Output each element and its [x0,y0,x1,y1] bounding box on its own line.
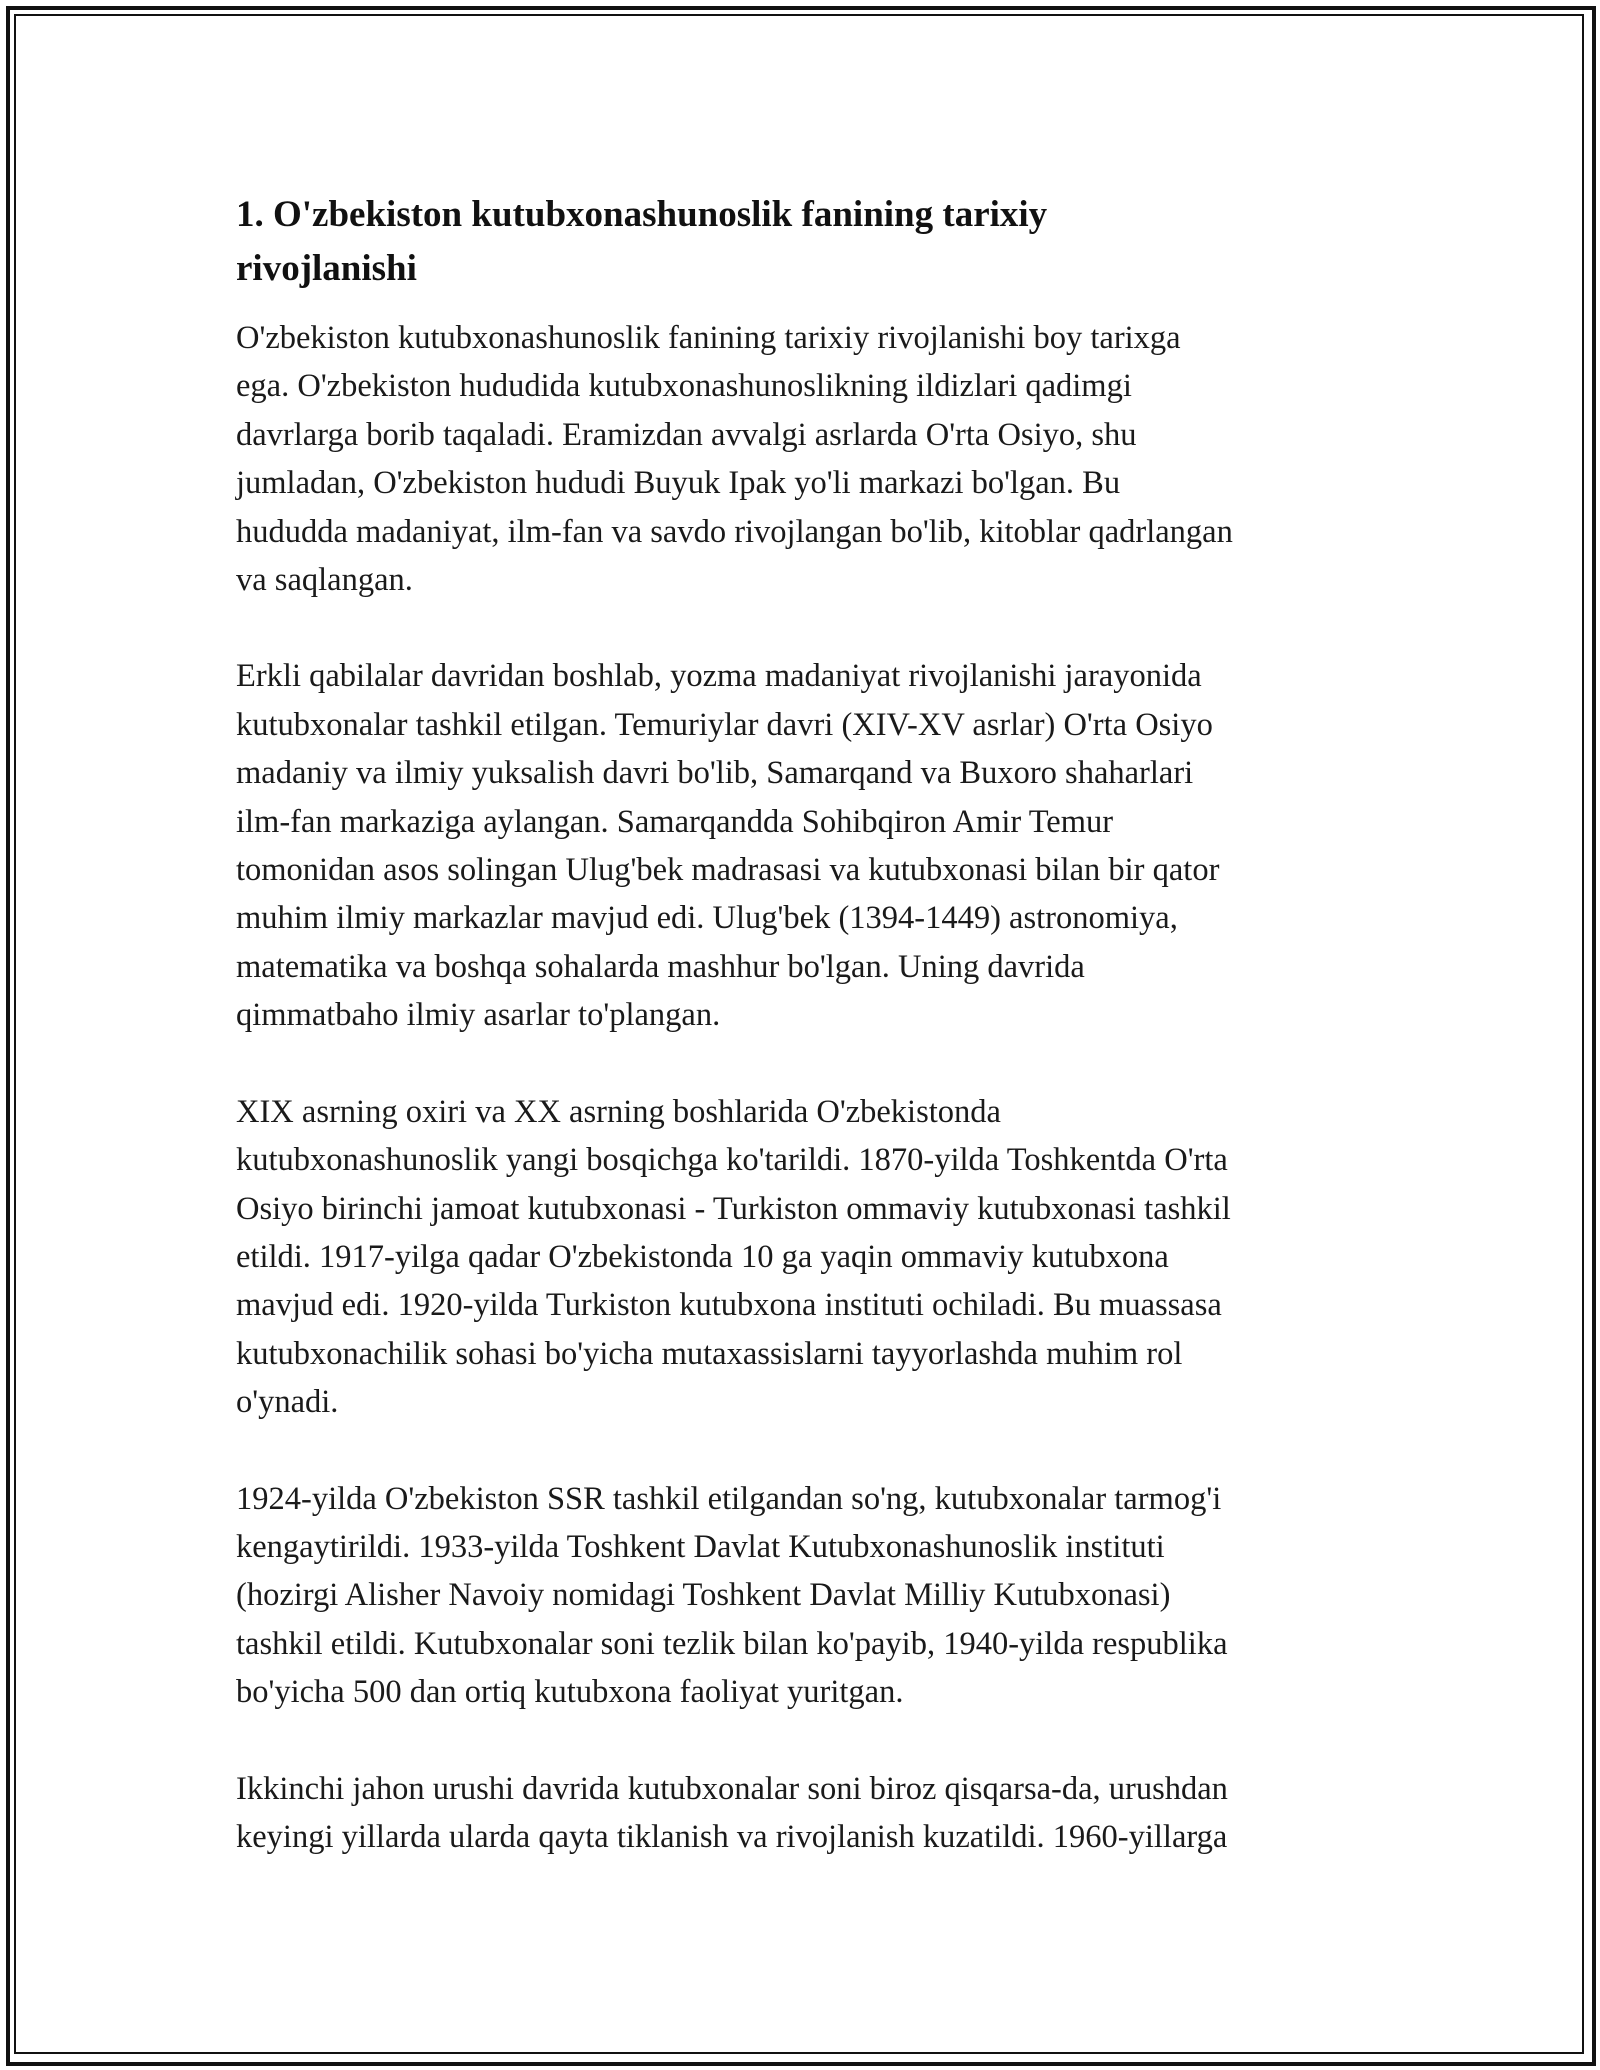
text-line: hududda madaniyat, ilm-fan va savdo rivojlangan bo'lib, kitoblar qadrlangan [236,513,1233,550]
text-line: madaniy va ilmiy yuksalish davri bo'lib, Samarqand va Buxoro shaharlari [236,755,1194,792]
page-title [236,188,1366,296]
text-line: ega. O'zbekiston hududida kutubxonashunoslikning ildizlari qadimgi [236,368,1132,405]
text-line: ilm-fan markaziga aylangan. Samarqandda Sohibqiron Amir Temur [236,803,1114,840]
text-line: bo'yicha 500 dan ortiq kutubxona faoliyat yuritgan. [236,1674,904,1711]
paragraph-2 [236,652,1366,1039]
text-line: O'zbekiston kutubxonashunoslik fanining tarixiy rivojlanishi boy tarixga [236,320,1181,356]
paragraph-3 [236,1088,1366,1427]
title-line: 1. O'zbekiston kutubxonashunoslik fanining tarixiy [236,194,1048,235]
text-line: jumladan, O'zbekiston hududi Buyuk Ipak yo'li markazi bo'lgan. Bu [236,465,1121,502]
text-line: kutubxonalar tashkil etilgan. Temuriylar davri (XIV-XV asrlar) O'rta Osiyo [236,706,1213,743]
title-line: rivojlanishi [236,248,417,289]
text-line: (hozirgi Alisher Navoiy nomidagi Toshkent Davlat Milliy Kutubxonasi) [236,1577,1171,1614]
text-line: davrlarga borib taqaladi. Eramizdan avvalgi asrlarda O'rta Osiyo, shu [236,416,1137,453]
text-line: muhim ilmiy markazlar mavjud edi. Ulug'bek (1394-1449) astronomiya, [236,900,1178,937]
paragraph-4 [236,1475,1366,1717]
text-line: qimmatbaho ilmiy asarlar to'plangan. [236,997,721,1034]
text-line: Ikkinchi jahon urushi davrida kutubxonalar soni biroz qisqarsa-da, urushdan [236,1770,1228,1807]
text-line: Erkli qabilalar davridan boshlab, yozma madaniyat rivojlanishi jarayonida [236,658,1202,695]
text-line: kengaytirildi. 1933-yilda Toshkent Davlat Kutubxonashunoslik instituti [236,1528,1165,1565]
text-line: kutubxonachilik sohasi bo'yicha mutaxassislarni tayyorlashda muhim rol [236,1335,1183,1372]
document-body [236,188,1366,1909]
text-line: etildi. 1917-yilga qadar O'zbekistonda 10 ga yaqin ommaviy kutubxona [236,1238,1169,1275]
text-line: tomonidan asos solingan Ulug'bek madrasasi va kutubxonasi bilan bir qator [236,852,1220,889]
text-line: matematika va boshqa sohalarda mashhur bo'lgan. Uning davrida [236,948,1085,985]
text-line: Osiyo birinchi jamoat kutubxonasi - Turkiston ommaviy kutubxonasi tashkil [236,1190,1231,1227]
text-line: keyingi yillarda ularda qayta tiklanish va rivojlanish kuzatildi. 1960-yillarga [236,1818,1228,1855]
paragraph-1 [236,314,1366,604]
text-line: tashkil etildi. Kutubxonalar soni tezlik bilan ko'payib, 1940-yilda respublika [236,1625,1228,1662]
text-line: va saqlangan. [236,562,413,599]
paragraph-5 [236,1765,1366,1862]
text-line: o'ynadi. [236,1384,339,1421]
text-line: 1924-yilda O'zbekiston SSR tashkil etilgandan so'ng, kutubxonalar tarmog'i [236,1480,1222,1517]
text-line: kutubxonashunoslik yangi bosqichga ko'tarildi. 1870-yilda Toshkentda O'rta [236,1142,1228,1179]
text-line: mavjud edi. 1920-yilda Turkiston kutubxona instituti ochiladi. Bu muassasa [236,1287,1222,1324]
text-line: XIX asrning oxiri va XX asrning boshlarida O'zbekistonda [236,1093,1001,1130]
